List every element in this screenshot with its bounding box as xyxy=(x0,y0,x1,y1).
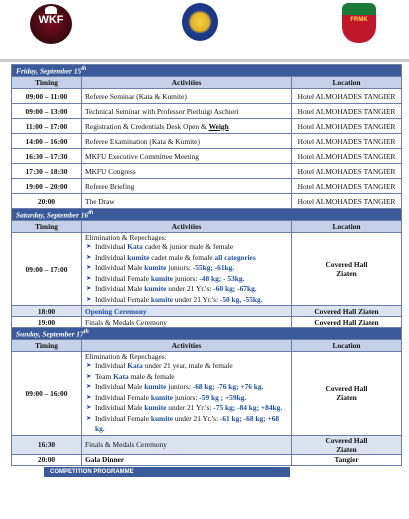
column-header-row xyxy=(12,77,402,89)
col-location: Location xyxy=(292,77,402,89)
list-item xyxy=(85,242,288,253)
item-discipline: kumite xyxy=(127,252,150,262)
row-location xyxy=(292,233,402,306)
row-time: 18:00 xyxy=(12,306,82,317)
item-categories: -50 kg, -55kg. xyxy=(219,294,263,304)
row-activity xyxy=(82,352,292,436)
list-item xyxy=(85,414,288,435)
frmk-logo xyxy=(342,3,376,43)
row-location: Hotel ALMOHADES TANGIER xyxy=(292,104,402,119)
row-location: Hotel ALMOHADES TANGIER xyxy=(292,119,402,134)
list-item xyxy=(85,382,288,393)
header xyxy=(0,0,409,62)
item-discipline: kumite xyxy=(150,294,174,304)
item-part: under 21 year, male & female xyxy=(142,361,233,370)
wkf-logo xyxy=(30,4,72,44)
item-discipline: kumite xyxy=(144,263,167,272)
day-header-friday xyxy=(12,65,402,77)
row-activity: Referee Examination (Kata & Kumite) xyxy=(82,134,292,149)
item-part: juniors: xyxy=(173,273,200,283)
item-categories: -55kg; -61kg. xyxy=(192,263,235,272)
item-discipline: Kata xyxy=(127,242,143,251)
row-location xyxy=(292,435,402,454)
row-activity: MKFU Executive Committee Meeting xyxy=(82,149,292,164)
list-item xyxy=(85,263,288,274)
row-time: 11:00 – 17:00 xyxy=(12,119,82,134)
row-time: 19:00 – 20:00 xyxy=(12,179,82,194)
table-row xyxy=(12,149,402,164)
location-line: Covered Hall xyxy=(325,384,368,394)
day-title: Friday, September 15 xyxy=(16,66,82,76)
list-item xyxy=(85,372,288,383)
row-location: Hotel ALMOHADES TANGIER xyxy=(292,194,402,209)
day-suffix: th xyxy=(81,66,87,73)
row-time: 16:30 xyxy=(12,435,82,454)
row-activity: Gala Dinner xyxy=(82,454,292,465)
col-timing: Timing xyxy=(12,77,82,89)
row-activity: Finals & Medals Ceremony xyxy=(82,317,292,328)
item-part: Individual xyxy=(95,242,128,251)
item-categories: -68 kg; -76 kg; +76 kg. xyxy=(192,382,264,391)
item-discipline: Kata xyxy=(113,371,129,381)
row-location: Hotel ALMOHADES TANGIER xyxy=(292,134,402,149)
row-time: 09:00 – 16:00 xyxy=(12,352,82,436)
row-activity: The Draw xyxy=(82,194,292,209)
day-suffix: th xyxy=(83,329,89,336)
item-categories: -59 kg ; +59kg. xyxy=(199,392,247,402)
item-categories: all categories xyxy=(214,252,256,262)
table-row xyxy=(12,134,402,149)
col-timing: Timing xyxy=(12,340,82,352)
row-location: Hotel ALMOHADES TANGIER xyxy=(292,164,402,179)
item-discipline: kumite xyxy=(150,273,174,283)
item-part: Team xyxy=(95,371,114,381)
header-divider xyxy=(0,59,409,62)
table-row xyxy=(12,352,402,436)
list-item xyxy=(85,403,288,414)
programme-table xyxy=(11,64,402,466)
item-part: under 21 Yr.'s: xyxy=(166,403,214,412)
item-part: under 21 Yr.'s: xyxy=(173,294,220,304)
activity-list xyxy=(85,242,288,305)
location-line: Ziaten xyxy=(336,269,357,278)
table-row xyxy=(12,164,402,179)
col-activities: Activities xyxy=(82,340,292,352)
location-line: Ziaten xyxy=(336,393,357,403)
list-item xyxy=(85,361,288,372)
row-location xyxy=(292,352,402,436)
item-part: cadet & junior male & female xyxy=(142,242,234,251)
column-header-row xyxy=(12,340,402,352)
list-item xyxy=(85,295,288,306)
table-row xyxy=(12,233,402,306)
row-activity: Referee Seminar (Kata & Kumite) xyxy=(82,89,292,104)
row-location: Hotel ALMOHADES TANGIER xyxy=(292,89,402,104)
item-part: juniors: xyxy=(173,392,200,402)
item-part: Individual Male xyxy=(95,382,145,391)
item-discipline: kumite xyxy=(144,284,167,293)
activity-intro: Elimination & Repechages: xyxy=(85,352,167,361)
day-title: Saturday, September 16 xyxy=(16,210,89,220)
day-title: Sunday, September 17 xyxy=(16,329,84,339)
list-item xyxy=(85,393,288,404)
table-row xyxy=(12,179,402,194)
row-activity-weigh: Weigh xyxy=(208,121,229,131)
row-activity-text: Registration & Credentials Desk Open & xyxy=(85,121,209,131)
logo-left-text: WKF xyxy=(38,14,64,26)
item-discipline: kumite xyxy=(144,382,167,391)
col-activities: Activities xyxy=(82,221,292,233)
item-part: juniors: xyxy=(166,382,193,391)
item-categories: -60 kg; -67kg. xyxy=(213,284,257,293)
item-discipline: kumite xyxy=(150,413,174,423)
item-discipline: Kata xyxy=(127,361,143,370)
logo-right-text: FRMK xyxy=(350,17,368,23)
location-line: Covered Hall xyxy=(325,260,368,269)
col-location: Location xyxy=(292,221,402,233)
row-activity: Technical Seminar with Professor Pierluigi Aschieri xyxy=(82,104,292,119)
activity-list xyxy=(85,361,288,435)
item-part: Individual Male xyxy=(95,284,145,293)
row-time: 20:00 xyxy=(12,454,82,465)
row-activity: MKFU Congress xyxy=(82,164,292,179)
row-location: Tangier xyxy=(292,454,402,465)
item-part: Individual Female xyxy=(95,392,151,402)
row-time: 09:00 – 17:00 xyxy=(12,233,82,306)
list-item xyxy=(85,253,288,264)
row-time: 09:00 – 11:00 xyxy=(12,89,82,104)
table-row xyxy=(12,435,402,454)
item-discipline: kumite xyxy=(144,403,167,412)
col-location: Location xyxy=(292,340,402,352)
day-header-saturday xyxy=(12,209,402,221)
location-line: Covered Hall xyxy=(325,435,368,445)
table-row xyxy=(12,104,402,119)
row-activity: Finals & Medals Ceremony xyxy=(82,435,292,454)
row-time: 19:00 xyxy=(12,317,82,328)
item-categories: -75 kg; -84 kg; +84kg. xyxy=(213,403,283,412)
table-row xyxy=(12,454,402,465)
item-part: Individual Male xyxy=(95,403,145,412)
row-time: 16:30 – 17:30 xyxy=(12,149,82,164)
col-activities: Activities xyxy=(82,77,292,89)
day-suffix: th xyxy=(88,210,94,217)
item-part: Individual xyxy=(95,252,128,262)
table-row xyxy=(12,306,402,317)
row-time: 09:00 – 13:00 xyxy=(12,104,82,119)
logo-figure-icon xyxy=(45,6,57,14)
day-header-sunday xyxy=(12,328,402,340)
item-part: Individual Female xyxy=(95,294,151,304)
item-categories: -61 kg; -68 kg; +68 kg. xyxy=(95,413,280,433)
location-line: Ziaten xyxy=(336,444,357,454)
table-row xyxy=(12,194,402,209)
item-part: cadet male & female xyxy=(149,252,215,262)
item-part: Individual Female xyxy=(95,273,151,283)
row-location: Covered Hall Ziaten xyxy=(292,317,402,328)
row-location: Covered Hall Ziaten xyxy=(292,306,402,317)
row-activity xyxy=(82,233,292,306)
item-part: under 21 Yr.'s: xyxy=(166,284,214,293)
item-part: juniors: xyxy=(166,263,193,272)
column-header-row xyxy=(12,221,402,233)
row-location: Hotel ALMOHADES TANGIER xyxy=(292,179,402,194)
row-activity: Opening Ceremony xyxy=(82,306,292,317)
activity-intro: Elimination & Repechages: xyxy=(85,233,167,242)
table-row xyxy=(12,89,402,104)
item-part: Individual xyxy=(95,361,128,370)
row-activity xyxy=(82,119,292,134)
table-row xyxy=(12,119,402,134)
row-time: 14:00 – 16:00 xyxy=(12,134,82,149)
table-row xyxy=(12,317,402,328)
row-time: 20:00 xyxy=(12,194,82,209)
list-item xyxy=(85,274,288,285)
item-part: Individual Female xyxy=(95,413,151,423)
row-activity: Referee Briefing xyxy=(82,179,292,194)
mkfu-logo xyxy=(182,3,218,41)
item-part: under 21 Yr.'s: xyxy=(173,413,220,423)
item-discipline: kumite xyxy=(150,392,174,402)
footer-banner: COMPETITION PROGRAMME xyxy=(44,467,290,477)
col-timing: Timing xyxy=(12,221,82,233)
list-item xyxy=(85,284,288,295)
item-categories: -48 kg; - 53kg. xyxy=(199,273,245,283)
item-part: male & female xyxy=(128,371,175,381)
row-location: Hotel ALMOHADES TANGIER xyxy=(292,149,402,164)
row-time: 17:30 – 18:30 xyxy=(12,164,82,179)
item-part: Individual Male xyxy=(95,263,145,272)
